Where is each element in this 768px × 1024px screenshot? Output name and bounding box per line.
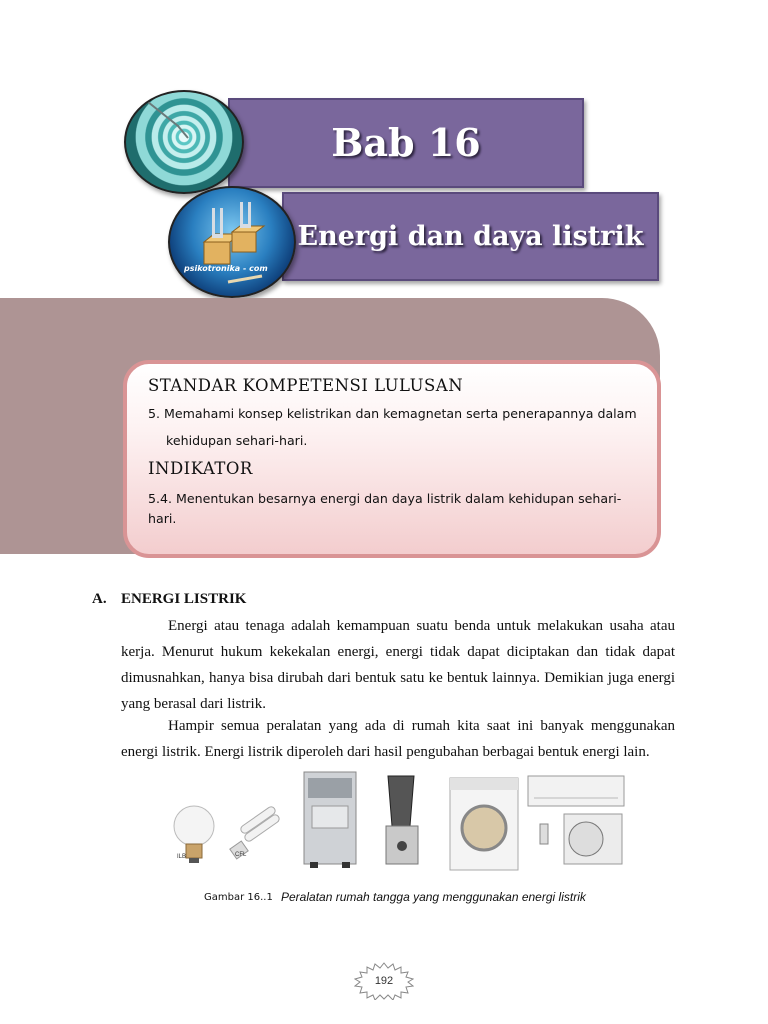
image-watermark: psikotronika - com [184, 264, 268, 273]
competency-item-line1: 5. Memahami konsep kelistrikan dan kemagnetan serta penerapannya dalam [148, 406, 637, 421]
competency-item-line2: kehidupan sehari-hari. [166, 433, 308, 448]
page-number-badge [354, 962, 414, 1000]
figure-caption-label: Gambar 16..1 [204, 892, 273, 903]
blender-icon [386, 776, 418, 864]
paragraph-1: Energi atau tenaga adalah kemampuan suatu benda untuk melakukan usaha atau kerja. Menurut hukum kekekalan energi, energi tidak dapat diciptakan dan tidak dapat dimusnahkan, hanya bisa dirubah dari bentuk satu ke bentuk lainnya. Demikian juga energi yang berasal dari listrik. [121, 618, 675, 712]
washing-machine-icon [450, 778, 518, 870]
figure-caption-text: Peralatan rumah tangga yang menggunakan energi listrik [281, 890, 586, 904]
water-ripple-image [124, 90, 244, 194]
ilb-label: ILB [177, 854, 187, 860]
chapter-title-banner [282, 192, 659, 281]
air-conditioner-icon [528, 776, 624, 864]
indicator-heading: INDIKATOR [148, 459, 253, 478]
cfl-lamp-icon [230, 805, 281, 859]
tuning-fork-image [168, 186, 296, 298]
page-number: 192 [374, 975, 394, 987]
chapter-title: Energi dan daya listrik [297, 221, 644, 252]
competency-heading: STANDAR KOMPETENSI LULUSAN [148, 376, 464, 395]
chapter-banner [228, 98, 584, 188]
indicator-line1: 5.4. Menentukan besarnya energi dan daya listrik dalam kehidupan sehari- [148, 491, 622, 506]
chapter-number: Bab 16 [331, 120, 481, 165]
section-title: ENERGI LISTRIK [121, 591, 247, 607]
indicator-line2: hari. [148, 511, 177, 526]
ice-cream-machine-icon [304, 772, 356, 868]
section-label: A. [92, 591, 107, 607]
ripple-wire-icon [126, 92, 242, 192]
cfl-label: CFL [235, 852, 247, 858]
tuning-fork-icon [170, 188, 294, 296]
paragraph-2: Hampir semua peralatan yang ada di rumah kita saat ini banyak menggunakan energi listrik. Energi listrik diperoleh dari hasil pengubahan berbagai bentuk energi lain. [121, 718, 675, 760]
